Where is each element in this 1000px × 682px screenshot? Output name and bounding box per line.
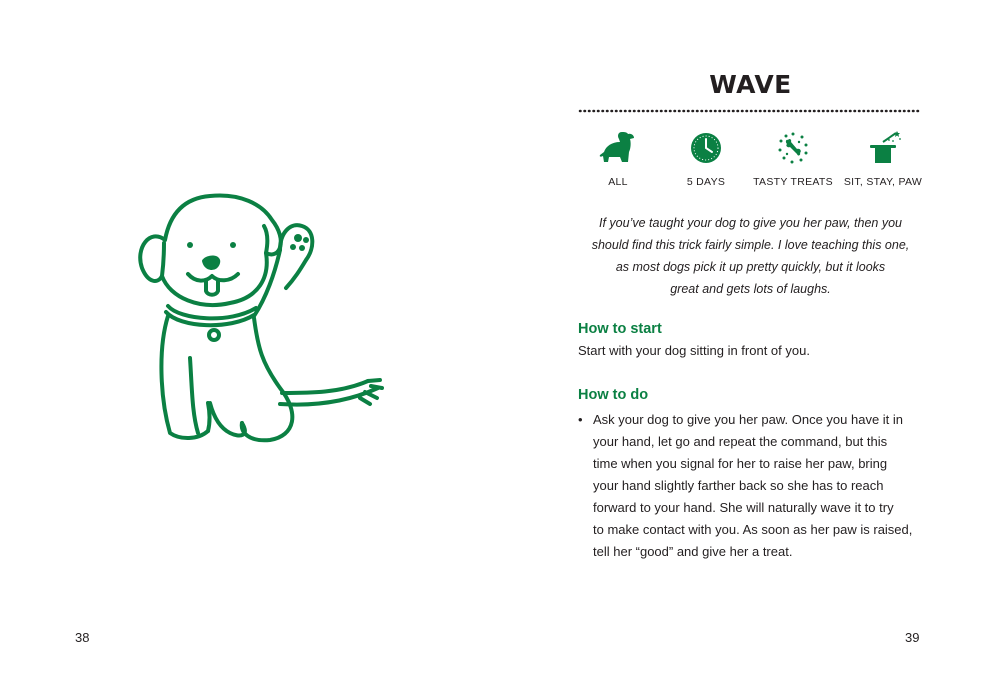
how-to-start-text: Start with your dog sitting in front of you. — [578, 343, 810, 358]
dotted-divider — [578, 107, 923, 115]
bone-treat-icon — [775, 130, 811, 166]
bullet-marker: • — [578, 412, 583, 427]
page-title: WAVE — [709, 70, 792, 99]
info-all — [578, 130, 658, 188]
clock-icon — [688, 130, 724, 166]
page-number-right: 39 — [905, 630, 920, 645]
info-reward-label: TASTY TREATS — [753, 176, 833, 188]
info-reward — [753, 130, 833, 188]
list-item-line: forward to your hand. She will naturally wave it to try — [593, 500, 894, 515]
info-prerequisites-label: SIT, STAY, PAW — [843, 176, 923, 188]
list-item-line: Ask your dog to give you her paw. Once you have it in — [593, 412, 904, 427]
info-duration — [666, 130, 746, 188]
how-to-do-list — [578, 409, 923, 563]
list-item-line: time when you signal for her to raise her paw, bring — [593, 456, 888, 471]
right-page — [578, 0, 923, 682]
list-item-line: tell her “good” and give her a treat. — [593, 544, 793, 559]
list-item-line: to make contact with you. As soon as her paw is raised, — [593, 522, 913, 537]
how-to-do-heading: How to do — [578, 387, 649, 403]
dog-waving-illustration — [130, 188, 390, 448]
intro-line: should find this trick fairly simple. I love teaching this one, — [591, 238, 910, 252]
info-duration-label: 5 DAYS — [686, 176, 726, 188]
dog-icon — [598, 130, 638, 166]
list-item-line: your hand slightly farther back so she has to reach — [593, 478, 884, 493]
info-prerequisites — [843, 130, 923, 188]
how-to-start-heading: How to start — [578, 321, 662, 337]
intro-line: as most dogs pick it up pretty quickly, but it looks — [615, 260, 886, 274]
intro-line: If you’ve taught your dog to give you her paw, then you — [599, 216, 902, 230]
page-number-left: 38 — [75, 630, 90, 645]
intro-paragraph — [578, 212, 923, 300]
list-item-line: your hand, let go and repeat the command, but this — [593, 434, 888, 449]
list-item — [593, 409, 923, 563]
intro-line: great and gets lots of laughs. — [670, 282, 831, 296]
magic-hat-icon — [863, 130, 903, 166]
info-all-label: ALL — [608, 176, 628, 188]
